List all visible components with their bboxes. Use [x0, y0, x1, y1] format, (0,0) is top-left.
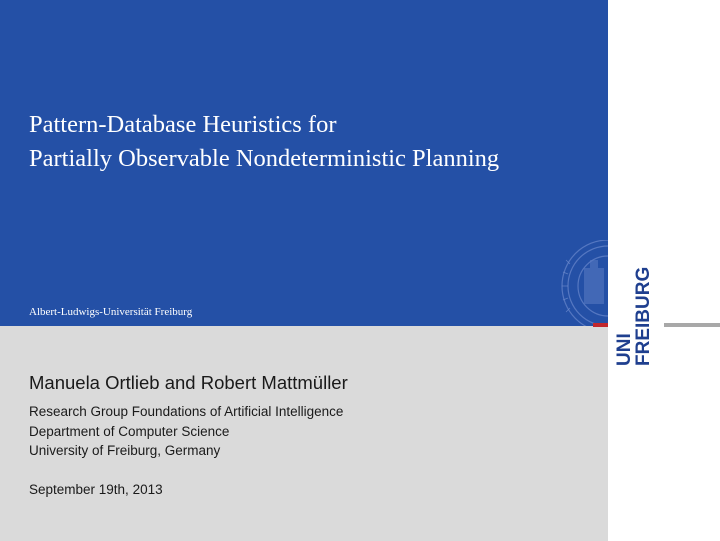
- presentation-date: September 19th, 2013: [29, 482, 163, 497]
- title-line-1: Pattern-Database Heuristics for: [29, 111, 337, 138]
- affiliation-line: University of Freiburg, Germany: [29, 443, 221, 458]
- uni-freiburg-logo: [611, 258, 661, 368]
- affiliation-block: [29, 402, 343, 461]
- logo-gray-bar: [664, 323, 720, 327]
- logo-word-freiburg: FREIBURG: [633, 266, 654, 366]
- logo-red-bar: [593, 323, 608, 327]
- slide-title: [29, 108, 599, 176]
- affiliation-line: Department of Computer Science: [29, 423, 230, 439]
- university-seal: [556, 240, 608, 326]
- logo-word-uni: UNI: [614, 333, 635, 366]
- author-names: Manuela Ortlieb and Robert Mattmüller: [29, 372, 348, 393]
- seal-emblem-icon: [556, 240, 608, 326]
- title-line-2: Partially Observable Nondeterministic Planning: [29, 145, 500, 172]
- affiliation-line: Research Group Foundations of Artificial Intelligence: [29, 404, 344, 419]
- institution-name: Albert-Ludwigs-Universität Freiburg: [29, 306, 193, 318]
